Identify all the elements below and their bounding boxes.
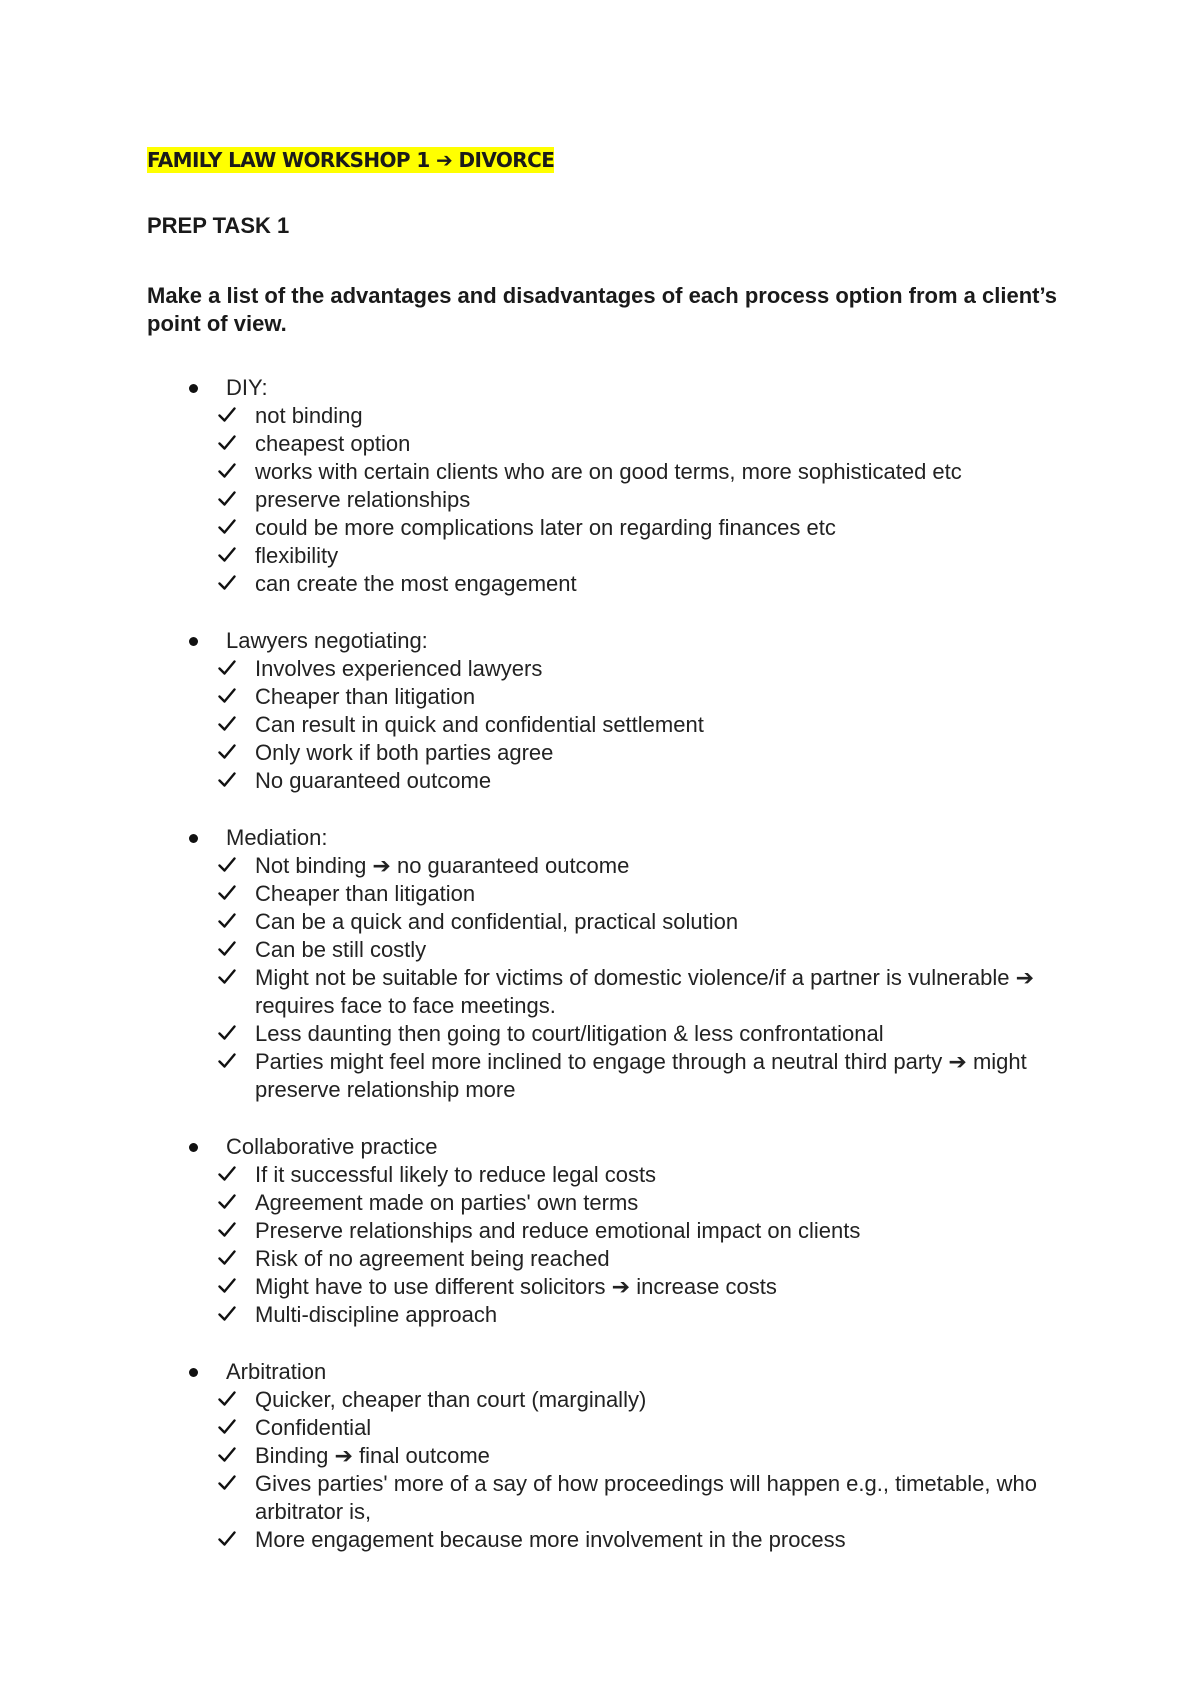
list-item-text: works with certain clients who are on good terms, more sophisticated etc [255,459,962,484]
section-label: Mediation: [226,825,328,850]
checkmark-icon [218,1048,240,1076]
list-item-text: not binding [255,403,363,428]
list-item [0,1245,1075,1273]
list-item-text: Quicker, cheaper than court (marginally) [255,1387,647,1412]
list-item-text: Might have to use different solicitors ➔ increase costs [255,1274,777,1299]
process-options-list [0,374,1200,1583]
checkmark-icon [218,683,240,711]
checkmark-icon [218,1526,240,1554]
checkmark-icon [218,964,240,992]
checkmark-icon [218,514,240,542]
title-highlight: FAMILY LAW WORKSHOP 1 ➔ DIVORCE [147,148,555,172]
process-option-section [0,1133,1200,1329]
list-item [0,1442,1075,1470]
list-item [0,458,1075,486]
section-items [0,852,1200,1104]
section-heading [0,374,1200,402]
checkmark-icon [218,711,240,739]
section-label: Lawyers negotiating: [226,628,428,653]
prep-task-heading: PREP TASK 1 [147,213,290,238]
bullet-dot-icon [189,1368,198,1377]
list-item-text: Only work if both parties agree [255,740,554,765]
list-item [0,1301,1075,1329]
section-label: Collaborative practice [226,1134,438,1159]
list-item-text: Can be still costly [255,937,427,962]
checkmark-icon [218,430,240,458]
checkmark-icon [218,1161,240,1189]
checkmark-icon [218,458,240,486]
list-item [0,1020,1075,1048]
checkmark-icon [218,908,240,936]
checkmark-icon [218,936,240,964]
list-item-text: cheapest option [255,431,411,456]
section-heading [0,1358,1200,1386]
checkmark-icon [218,1414,240,1442]
list-item [0,655,1075,683]
list-item [0,486,1075,514]
list-item-text: Cheaper than litigation [255,881,476,906]
checkmark-icon [218,402,240,430]
process-option-section [0,1358,1200,1554]
document-title [147,148,554,173]
list-item-text: Cheaper than litigation [255,684,476,709]
list-item-text: could be more complications later on regarding finances etc [255,515,836,540]
checkmark-icon [218,1301,240,1329]
checkmark-icon [218,542,240,570]
list-item-text: flexibility [255,543,339,568]
checkmark-icon [218,767,240,795]
task-instruction: Make a list of the advantages and disadvantages of each process option from a client’s point of view. [147,283,1057,336]
list-item [0,542,1075,570]
list-item-text: Confidential [255,1415,372,1440]
list-item [0,936,1075,964]
checkmark-icon [218,1020,240,1048]
bullet-dot-icon [189,1143,198,1152]
list-item-text: Involves experienced lawyers [255,656,543,681]
section-heading [0,1133,1200,1161]
section-items [0,402,1200,598]
list-item-text: If it successful likely to reduce legal costs [255,1162,657,1187]
list-item [0,908,1075,936]
list-item-text: Parties might feel more inclined to engage through a neutral third party ➔ might preserve relationship more [255,1049,1027,1102]
list-item-text: Gives parties' more of a say of how proceedings will happen e.g., timetable, who arbitrator is, [255,1471,1037,1524]
list-item-text: Can be a quick and confidential, practical solution [255,909,739,934]
list-item [0,1386,1075,1414]
checkmark-icon [218,1470,240,1498]
checkmark-icon [218,880,240,908]
list-item-text: can create the most engagement [255,571,577,596]
list-item [0,683,1075,711]
checkmark-icon [218,1189,240,1217]
checkmark-icon [218,570,240,598]
checkmark-icon [218,1386,240,1414]
checkmark-icon [218,852,240,880]
bullet-dot-icon [189,834,198,843]
section-items [0,1386,1200,1554]
list-item [0,1161,1075,1189]
list-item-text: Preserve relationships and reduce emotional impact on clients [255,1218,861,1243]
list-item-text: Risk of no agreement being reached [255,1246,610,1271]
section-items [0,655,1200,795]
list-item-text: Multi-discipline approach [255,1302,498,1327]
checkmark-icon [218,1217,240,1245]
section-heading [0,824,1200,852]
section-label: Arbitration [226,1359,327,1384]
list-item [0,711,1075,739]
checkmark-icon [218,1245,240,1273]
process-option-section [0,824,1200,1104]
list-item [0,964,1075,1020]
checkmark-icon [218,486,240,514]
list-item-text: preserve relationships [255,487,471,512]
list-item [0,570,1075,598]
list-item [0,1526,1075,1554]
process-option-section [0,627,1200,795]
list-item [0,1470,1075,1526]
list-item [0,1217,1075,1245]
list-item [0,514,1075,542]
list-item-text: More engagement because more involvement in the process [255,1527,846,1552]
list-item-text: Not binding ➔ no guaranteed outcome [255,853,630,878]
list-item [0,402,1075,430]
list-item [0,1414,1075,1442]
list-item [0,852,1075,880]
section-items [0,1161,1200,1329]
list-item-text: Might not be suitable for victims of domestic violence/if a partner is vulnerable ➔ requires face to face meetings. [255,965,1035,1018]
list-item [0,880,1075,908]
list-item-text: Can result in quick and confidential settlement [255,712,704,737]
list-item-text: No guaranteed outcome [255,768,492,793]
list-item [0,1048,1075,1104]
list-item [0,1189,1075,1217]
checkmark-icon [218,1442,240,1470]
list-item [0,739,1075,767]
process-option-section [0,374,1200,598]
list-item-text: Agreement made on parties' own terms [255,1190,639,1215]
section-heading [0,627,1200,655]
bullet-dot-icon [189,637,198,646]
list-item [0,430,1075,458]
bullet-dot-icon [189,384,198,393]
section-label: DIY: [226,375,268,400]
checkmark-icon [218,655,240,683]
list-item [0,1273,1075,1301]
checkmark-icon [218,739,240,767]
list-item-text: Binding ➔ final outcome [255,1443,490,1468]
list-item-text: Less daunting then going to court/litigation & less confrontational [255,1021,884,1046]
list-item [0,767,1075,795]
checkmark-icon [218,1273,240,1301]
